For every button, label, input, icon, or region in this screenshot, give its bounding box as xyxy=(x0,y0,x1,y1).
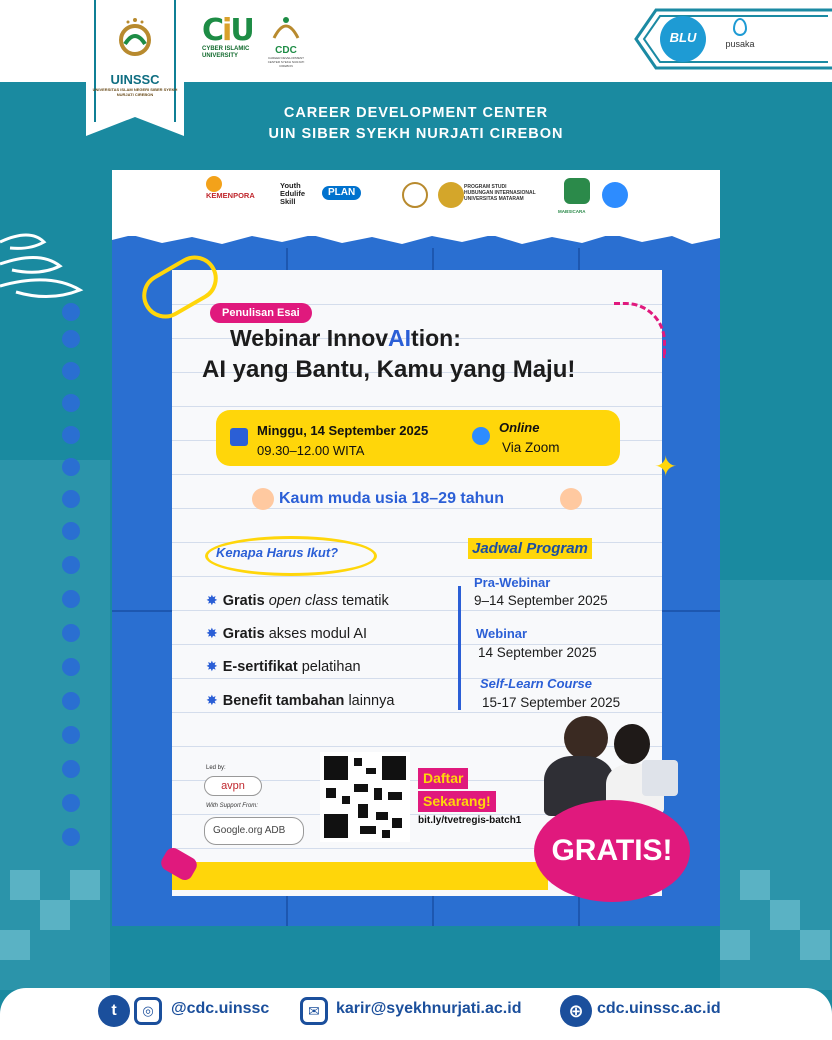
event-platform: Via Zoom xyxy=(502,440,560,455)
globe-logo-icon xyxy=(602,182,628,208)
sparkle-icon: ✦ xyxy=(654,451,678,482)
partner-plan-international: PLAN xyxy=(322,186,361,200)
schedule-item-date: 9–14 September 2025 xyxy=(474,593,608,608)
qr-module xyxy=(354,784,368,792)
schedule-item-name: Webinar xyxy=(476,626,528,641)
calendar-icon xyxy=(230,428,248,446)
student-female-head xyxy=(614,724,650,764)
benefit-bold: Gratis xyxy=(222,626,265,642)
binder-hole xyxy=(62,624,80,642)
binder-hole xyxy=(62,794,80,812)
qr-module xyxy=(392,818,402,828)
binder-hole xyxy=(62,828,80,846)
schedule-item-date: 15-17 September 2025 xyxy=(482,695,621,710)
binder-hole xyxy=(62,458,80,476)
benefit-item xyxy=(206,592,389,609)
poster-footer-strip xyxy=(172,862,548,890)
qr-module xyxy=(354,758,362,766)
man-laptop-emoji-icon xyxy=(560,488,582,510)
paper-line xyxy=(172,508,662,509)
partner-kemenpora: KEMENPORA xyxy=(206,191,255,200)
binder-hole xyxy=(62,362,80,380)
partner-youth-edulife-skill xyxy=(280,182,305,206)
cyber-islamic-university-logo xyxy=(202,13,253,60)
partner-prodi-hi-unram xyxy=(464,184,554,202)
decor-square xyxy=(40,900,70,930)
mega-mendung-cloud-icon xyxy=(0,228,86,308)
unram-logo-icon xyxy=(438,182,464,208)
benefit-bold: E-sertifikat xyxy=(222,659,298,675)
benefit-bold: Gratis xyxy=(222,593,265,609)
schedule-heading: Jadwal Program xyxy=(468,538,592,559)
schedule-timeline xyxy=(458,586,461,710)
asterisk-icon: ✸ xyxy=(206,658,218,674)
event-subtitle: AI yang Bantu, Kamu yang Maju! xyxy=(202,356,576,383)
qr-module xyxy=(360,826,376,834)
benefit-item xyxy=(206,658,361,675)
qr-finder xyxy=(324,756,348,780)
registration-qr-code[interactable] xyxy=(320,752,410,842)
register-cta-line2: Sekarang! xyxy=(418,791,496,812)
qr-module xyxy=(376,812,388,820)
binder-hole xyxy=(62,658,80,676)
paper-line xyxy=(172,712,662,713)
free-badge: GRATIS! xyxy=(534,800,690,902)
schedule-item-name: Pra-Webinar xyxy=(474,575,551,590)
instagram-icon[interactable]: ◎ xyxy=(134,997,162,1025)
qr-module xyxy=(366,768,376,774)
schedule-item-name: Self-Learn Course xyxy=(480,676,592,691)
cu-mark-icon: CiU xyxy=(202,13,253,48)
registration-link[interactable]: bit.ly/tvetregis-batch1 xyxy=(418,815,522,826)
title-suffix: tion: xyxy=(411,325,461,351)
decor-square xyxy=(70,870,100,900)
benefit-rest: tematik xyxy=(342,593,389,609)
schedule-item-date: 14 September 2025 xyxy=(478,645,597,660)
prodi-line3: UNIVERSITAS MATARAM xyxy=(464,196,524,202)
decor-square xyxy=(740,870,770,900)
org-title-line1: CAREER DEVELOPMENT CENTER xyxy=(283,105,549,121)
benefit-rest: akses modul AI xyxy=(268,626,368,642)
benefit-italic: open class xyxy=(268,593,339,609)
binder-hole xyxy=(62,303,80,321)
event-title xyxy=(230,325,630,352)
woman-laptop-emoji-icon xyxy=(252,488,274,510)
essay-tag-badge: Penulisan Esai xyxy=(210,303,312,323)
youth-line3: Skill xyxy=(280,197,296,206)
paper-line xyxy=(172,474,662,475)
why-join-heading: Kenapa Harus Ikut? xyxy=(216,545,339,560)
qr-module xyxy=(388,792,402,800)
video-camera-icon xyxy=(472,427,490,445)
binder-hole xyxy=(62,426,80,444)
binder-hole xyxy=(62,556,80,574)
event-mode: Online xyxy=(499,420,540,435)
cyber-logo-line2: UNIVERSITY xyxy=(202,53,239,59)
binder-hole xyxy=(62,490,80,508)
website-url[interactable]: cdc.uinssc.ac.id xyxy=(597,1000,721,1017)
asterisk-icon: ✸ xyxy=(206,625,218,641)
register-cta-line1: Daftar xyxy=(418,768,468,789)
asterisk-icon: ✸ xyxy=(206,592,218,608)
laptop-icon xyxy=(642,760,678,796)
tiktok-icon[interactable]: t xyxy=(98,995,130,1027)
qr-finder xyxy=(382,756,406,780)
title-ai-highlight: AI xyxy=(388,325,412,351)
decor-square xyxy=(770,900,800,930)
university-full-name: UNIVERSITAS ISLAM NEGERI SIBER SYEKH NURJATI CIREBON xyxy=(92,87,178,97)
cdc-emblem-icon xyxy=(270,12,302,40)
paper-line xyxy=(172,610,662,611)
benefit-bold: Benefit tambahan xyxy=(222,693,345,709)
qr-module xyxy=(326,788,336,798)
benefit-rest: lainnya xyxy=(348,693,395,709)
google-org-adb-logo: Google.org ADB xyxy=(204,817,304,845)
benefit-item xyxy=(206,625,367,642)
cyber-logo-line1: CYBER ISLAMIC xyxy=(202,46,250,52)
support-from-label: With Support From: xyxy=(206,803,258,809)
avpn-logo: avpn xyxy=(204,776,262,796)
partner-seal-icon xyxy=(402,182,428,208)
qr-module xyxy=(374,788,382,800)
asterisk-icon: ✸ xyxy=(206,692,218,708)
binder-hole xyxy=(62,522,80,540)
decor-square xyxy=(720,930,750,960)
globe-icon[interactable]: ⊕ xyxy=(560,995,592,1027)
qr-finder xyxy=(324,814,348,838)
binder-hole xyxy=(62,394,80,412)
blu-logo: BLU xyxy=(660,16,706,62)
binder-hole xyxy=(62,760,80,778)
mabsicara-icon xyxy=(564,178,590,204)
binder-hole xyxy=(62,692,80,710)
youth-line2: Edulife xyxy=(280,189,306,198)
decor-square xyxy=(10,870,40,900)
youth-line1: Youth xyxy=(280,181,301,190)
prodi-line1: PROGRAM STUDI xyxy=(464,184,507,190)
prodi-line2: HUBUNGAN INTERNASIONAL xyxy=(464,190,536,196)
org-title-line2: UIN SIBER SYEKH NURJATI CIREBON xyxy=(268,126,564,142)
cdc-logo-text: CDC xyxy=(275,45,297,56)
event-time: 09.30–12.00 WITA xyxy=(257,443,365,458)
email-icon[interactable]: ✉ xyxy=(300,997,328,1025)
pusaka-logo xyxy=(716,18,764,49)
pusaka-label: pusaka xyxy=(725,39,755,49)
cdc-logo-subtext: CAREER DEVELOPMENT CENTER SYEKH NURJATI CIREBON xyxy=(267,56,305,68)
kemenpora-icon xyxy=(206,176,222,192)
email-address[interactable]: karir@syekhnurjati.ac.id xyxy=(336,1000,522,1017)
social-handle[interactable]: @cdc.uinssc xyxy=(171,1000,270,1017)
binder-hole xyxy=(62,726,80,744)
benefit-rest: pelatihan xyxy=(301,659,361,675)
binder-hole xyxy=(62,330,80,348)
qr-module xyxy=(382,830,390,838)
decor-square xyxy=(0,930,30,960)
student-male-head xyxy=(564,716,608,760)
led-by-label: Led by: xyxy=(206,765,226,771)
target-audience: Kaum muda usia 18–29 tahun xyxy=(279,490,504,507)
torn-paper-edge xyxy=(112,228,720,248)
university-short-name: UINSSC xyxy=(110,72,160,87)
qr-module xyxy=(342,796,350,804)
uinssc-logo-icon xyxy=(112,14,158,60)
paper-line xyxy=(172,576,662,577)
title-prefix: Webinar Innov xyxy=(230,325,389,351)
qr-module xyxy=(358,804,368,818)
partner-mabsicara: MABSICARA xyxy=(558,209,586,214)
cdc-logo xyxy=(262,12,310,68)
paper-line xyxy=(172,406,662,407)
binder-hole xyxy=(62,590,80,608)
pusaka-drop-icon xyxy=(733,18,747,36)
benefit-item xyxy=(206,692,394,709)
decor-square xyxy=(800,930,830,960)
event-date: Minggu, 14 September 2025 xyxy=(257,423,429,438)
